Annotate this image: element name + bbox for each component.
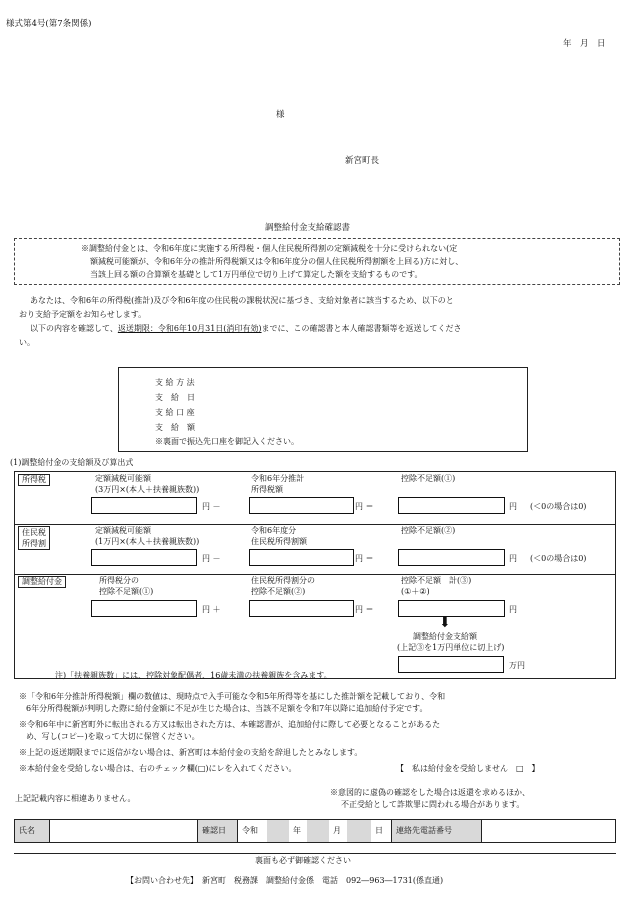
shortfall-2-carry-input[interactable]: [249, 600, 354, 617]
name-input[interactable]: [49, 820, 197, 842]
note-2-line-1: ※令和6年中に新宮町外に転出される方又は転出された方は、本確認書が、追加給付に際して必要となることがあるた: [19, 720, 441, 729]
income-tax-label: 所得税: [18, 474, 50, 486]
confirm-date-label: 確認日: [197, 820, 237, 842]
payment-method-label: 支 給 方 法: [155, 378, 195, 387]
resident-tax-amount-input[interactable]: [249, 549, 354, 566]
back-side-note: 裏面も必ず御確認ください: [255, 856, 351, 865]
payment-account-note: ※裏面で振込先口座を御記入ください。: [155, 437, 299, 446]
payment-info-box: [118, 367, 528, 452]
day-input[interactable]: [347, 820, 371, 842]
resident-tax-col3: 控除不足額(②): [401, 526, 456, 535]
equals-sign: 円 ＝: [355, 554, 374, 563]
note-3: ※上記の返送期限までに返信がない場合は、新宮町は本給付金の支給を辞退したとみなします。: [19, 748, 363, 757]
note-1-line-2: 6年分所得税額が判明した際に給付金額に不足が生じた場合は、当該不足額を令和7年以降に追加給付予定です。: [26, 704, 428, 713]
plus-sign: 円 ＋: [202, 605, 221, 614]
equals-sign: 円 ＝: [355, 605, 374, 614]
issuer-name: 新宮町長: [345, 156, 380, 166]
section1-title: (1)調整給付金の支給額及び算出式: [10, 458, 134, 467]
adjustment-col1-line1: 所得税分の: [99, 576, 139, 585]
form-number: 様式第4号(第7条関係): [6, 19, 92, 29]
decline-checkbox[interactable]: 【 私は給付金を受給しません □ 】: [396, 764, 540, 773]
intro-before-deadline: 以下の内容を確認して、: [30, 324, 118, 333]
adjustment-col1-line2: 控除不足額(①): [99, 587, 154, 596]
resident-tax-label-line1: 住民税: [22, 528, 46, 537]
addressee-suffix: 様: [276, 110, 285, 120]
intro-line-2: おり支給予定額をお知らせします。: [19, 310, 147, 319]
calculation-table: [14, 471, 616, 679]
yen-unit: 円: [509, 605, 517, 614]
era-label: 令和: [237, 820, 267, 842]
resident-tax-col2-line2: 住民税所得割額: [251, 537, 307, 546]
payment-amount-result-input[interactable]: [398, 656, 504, 673]
equals-sign: 円 ＝: [355, 502, 374, 511]
phone-label: 連絡先電話番号: [391, 820, 481, 842]
deduction-shortfall-1-input[interactable]: [398, 497, 505, 514]
definition-note-box: [14, 238, 620, 285]
yen-unit: 円: [509, 502, 517, 511]
intro-line-4: い。: [19, 338, 35, 347]
contact-info: 【お問い合わせ先】 新宮町 税務課 調整給付金係 電話 092―963―1731(係直通): [126, 876, 444, 885]
income-tax-col1-line2: (3万円×(本人＋扶養親族数)): [95, 485, 200, 494]
phone-input[interactable]: [481, 820, 614, 842]
income-tax-col2-line2: 所得税額: [251, 485, 283, 494]
zero-floor-note: (＜0の場合は0): [530, 554, 587, 563]
name-label: 氏名: [15, 820, 49, 842]
month-label: 月: [333, 825, 341, 835]
minus-sign: 円 －: [202, 502, 221, 511]
definition-line-3: 当該上回る額の合算額を基礎として1万円単位で切り上げて算定した額を支給するものです。: [90, 270, 423, 279]
resident-tax-label: [18, 526, 50, 550]
adjustment-col3-line1: 控除不足額 計(③): [401, 576, 472, 585]
payment-amount-label: 支 給 額: [155, 423, 195, 432]
intro-after-deadline: までに、この確認書と本人確認書類等を返送してくださ: [261, 324, 462, 333]
day-label: 日: [375, 825, 383, 835]
fixed-resident-reduction-input[interactable]: [91, 549, 197, 566]
footer-divider: [14, 853, 616, 854]
intro-line-1: あなたは、令和6年の所得税(推計)及び令和6年度の住民税の課税状況に基づき、支給対象者に該当するため、以下のと: [30, 296, 454, 305]
deduction-shortfall-2-input[interactable]: [398, 549, 505, 566]
definition-line-1: ※調整給付金とは、令和6年度に実施する所得税・個人住民税所得割の定額減税を十分に受けられない(定: [81, 244, 458, 253]
signature-row: [14, 819, 616, 843]
definition-line-2: 額減税可能額が、令和6年分の推計所得税額又は令和6年度分の個人住民税所得割額を上回る)方に対し、: [90, 257, 464, 266]
year-input[interactable]: [267, 820, 289, 842]
shortfall-total-input[interactable]: [398, 600, 505, 617]
ten-thousand-yen-unit: 万円: [509, 661, 525, 670]
row-divider: [15, 574, 615, 575]
shortfall-1-carry-input[interactable]: [91, 600, 197, 617]
resident-tax-col1-line2: (1万円×(本人＋扶養親族数)): [95, 537, 200, 546]
note-2-line-2: め、写し(コピー)を取って大切に保管ください。: [26, 732, 200, 741]
page-title: 調整給付金支給確認書: [265, 223, 351, 233]
return-deadline: 返送期限：令和6年10月31日(消印有効): [117, 324, 262, 333]
result-label: 調整給付金支給額: [413, 632, 477, 641]
month-input[interactable]: [307, 820, 329, 842]
minus-sign: 円 －: [202, 554, 221, 563]
dependents-note: 注)「扶養親族数」には、控除対象配偶者、16歳未満の扶養親族を含みます。: [55, 671, 332, 680]
year-label: 年: [293, 825, 301, 835]
income-tax-col3: 控除不足額(①): [401, 474, 456, 483]
resident-tax-col2-line1: 令和6年度分: [251, 526, 297, 535]
resident-tax-col1-line1: 定額減税可能額: [95, 526, 151, 535]
intro-line-3: [30, 324, 462, 334]
zero-floor-note: (＜0の場合は0): [530, 502, 587, 511]
estimated-income-tax-input[interactable]: [249, 497, 354, 514]
payment-date-label: 支 給 日: [155, 393, 195, 402]
row-divider: [15, 524, 615, 525]
fixed-tax-reduction-input[interactable]: [91, 497, 197, 514]
income-tax-col2-line1: 令和6年分推計: [251, 474, 305, 483]
date-field: 年 月 日: [563, 39, 606, 49]
yen-unit: 円: [509, 554, 517, 563]
adjustment-label: 調整給付金: [18, 576, 66, 588]
confirmation-statement: 上記記載内容に相違ありません。: [15, 794, 136, 803]
resident-tax-label-line2: 所得割: [22, 539, 46, 548]
income-tax-col1-line1: 定額減税可能額: [95, 474, 151, 483]
fraud-warning-line-2: 不正受給として詐欺罪に問われる場合があります。: [341, 800, 525, 809]
adjustment-col2-line1: 住民税所得割分の: [251, 576, 315, 585]
result-rounding-note: (上記③を1万円単位に切上げ): [397, 643, 505, 652]
down-arrow-icon: ⬇: [439, 615, 451, 631]
fraud-warning-line-1: ※意図的に虚偽の確認をした場合は返還を求めるほか、: [330, 788, 530, 797]
note-4: ※本給付金を受給しない場合は、右のチェック欄(□)にレを入れてください。: [19, 764, 297, 773]
adjustment-col2-line2: 控除不足額(②): [251, 587, 306, 596]
note-1-line-1: ※「令和6年分推計所得税額」欄の数値は、現時点で入手可能な令和5年所得等を基にした推計額を記載しており、令和: [19, 692, 446, 701]
adjustment-col3-line2: (①＋②): [401, 587, 430, 596]
payment-account-label: 支 給 口 座: [155, 408, 195, 417]
